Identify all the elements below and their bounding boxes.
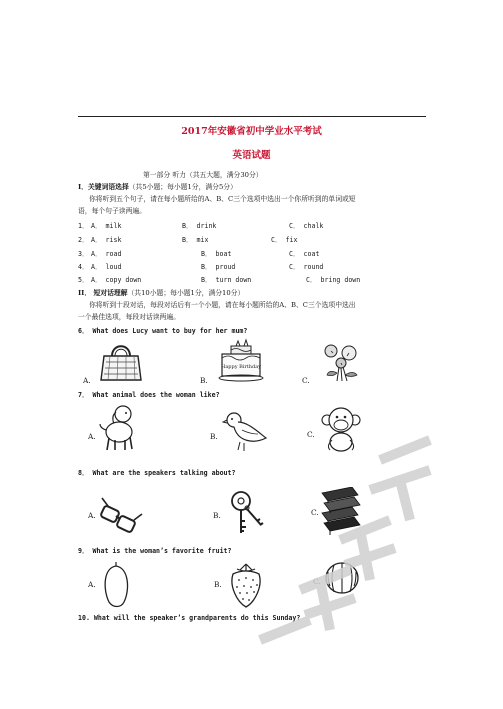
q6-option-c-label: C. bbox=[302, 376, 310, 385]
q8-option-a-label: A. bbox=[88, 511, 96, 520]
item-1-option-b: B． drink bbox=[182, 222, 217, 230]
q8-option-c-label: C. bbox=[311, 508, 319, 517]
watermark-stamp bbox=[230, 430, 450, 660]
item-5-option-a: A． copy down bbox=[91, 276, 142, 284]
question-6: 6． What does Lucy want to buy for her mum? bbox=[78, 327, 248, 335]
q9-option-a-label: A. bbox=[88, 580, 96, 589]
item-1-option-a: A． milk bbox=[91, 222, 122, 230]
section2-note: （共10小题；每小题1分，满分10分） bbox=[127, 289, 245, 297]
q7-option-c-label: C. bbox=[307, 430, 315, 439]
item-1-num: 1． bbox=[78, 222, 89, 230]
exam-title: 2017年安徽省初中学业水平考试 bbox=[181, 126, 322, 137]
dog-icon bbox=[97, 404, 141, 452]
birthday-cake-icon bbox=[216, 338, 266, 384]
question-9: 9． What is the woman’s favorite fruit? bbox=[78, 547, 232, 555]
keys-icon bbox=[227, 489, 269, 537]
books-icon bbox=[318, 487, 362, 539]
section2-instructions-1: 你将听到十段对话，每段对话后有一个小题，请在每小题所给的A、B、C三个选项中选出 bbox=[89, 301, 356, 309]
header-rule bbox=[78, 116, 426, 117]
cake-text: Happy Birthday bbox=[220, 364, 262, 370]
q6-option-a-label: A. bbox=[83, 376, 91, 385]
section1-instructions-2: 语，每个句子读两遍。 bbox=[78, 207, 146, 215]
item-1-option-c: C． chalk bbox=[289, 222, 324, 230]
flowers-icon bbox=[317, 341, 365, 383]
section1-heading: I．关键词语选择 bbox=[78, 183, 129, 191]
section2-header bbox=[78, 289, 244, 298]
q9-option-b-label: B. bbox=[214, 580, 222, 589]
q8-option-b-label: B. bbox=[213, 511, 221, 520]
question-10: 10. What will the speaker’s grandparents do this Sunday? bbox=[78, 614, 301, 622]
monkey-icon bbox=[318, 404, 364, 452]
item-2-option-c: C． fix bbox=[271, 236, 298, 244]
bird-icon bbox=[222, 408, 268, 452]
section1-note: （共5小题；每小题1分，满分5分） bbox=[128, 183, 237, 191]
item-2-num: 2． bbox=[78, 236, 89, 244]
q7-option-b-label: B. bbox=[210, 432, 218, 441]
item-2-option-a: A． risk bbox=[91, 236, 122, 244]
part-heading: 第一部分 听力（共五大题，满分30分） bbox=[143, 171, 263, 179]
item-5-option-b: B． turn down bbox=[201, 276, 252, 284]
exam-subtitle: 英语试题 bbox=[232, 150, 271, 161]
item-5-num: 5． bbox=[78, 276, 89, 284]
watermelon-icon bbox=[324, 560, 360, 594]
item-4-option-c: C． round bbox=[289, 263, 324, 271]
question-8: 8． What are the speakers talking about? bbox=[78, 469, 236, 477]
section2-instructions-2: 一个最佳选项，每段对话读两遍。 bbox=[78, 313, 180, 321]
strawberry-icon bbox=[227, 560, 265, 610]
item-4-option-b: B． proud bbox=[201, 263, 236, 271]
q7-option-a-label: A. bbox=[88, 432, 96, 441]
item-4-option-a: A． loud bbox=[91, 263, 122, 271]
glasses-icon bbox=[98, 496, 146, 536]
question-7: 7． What animal does the woman like? bbox=[78, 391, 220, 399]
item-2-option-b: B． mix bbox=[182, 236, 209, 244]
handbag-icon bbox=[98, 340, 144, 384]
q9-option-c-label: C. bbox=[313, 577, 321, 586]
item-5-option-c: C． bring down bbox=[306, 276, 361, 284]
item-3-option-a: A． road bbox=[91, 250, 122, 258]
mango-icon bbox=[101, 560, 131, 610]
item-3-num: 3． bbox=[78, 250, 89, 258]
q6-option-b-label: B. bbox=[200, 376, 208, 385]
section2-heading: II． 短对话理解 bbox=[78, 289, 128, 297]
item-4-num: 4． bbox=[78, 263, 89, 271]
item-3-option-b: B． boat bbox=[201, 250, 232, 258]
item-3-option-c: C． coat bbox=[289, 250, 320, 258]
section1-header bbox=[78, 183, 237, 192]
section1-instructions-1: 你将听到五个句子，请在每小题所给的A、B、C三个选项中选出一个你所听到的单词或短 bbox=[89, 195, 356, 203]
